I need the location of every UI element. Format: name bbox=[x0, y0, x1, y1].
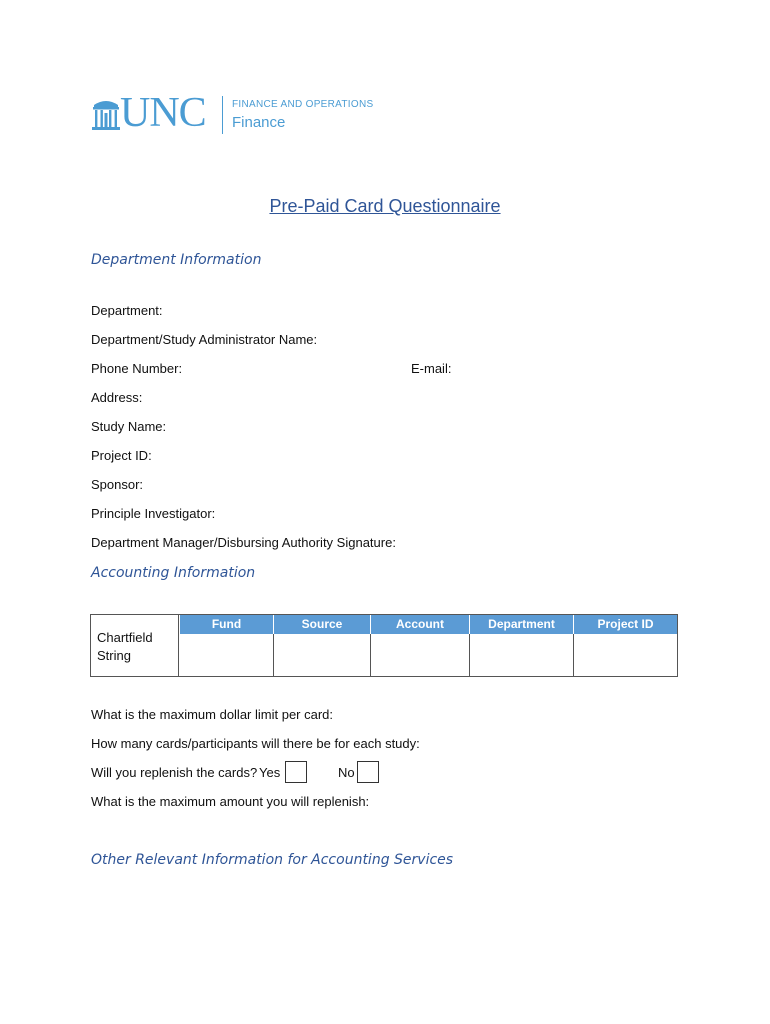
other-info-heading: Other Relevant Information for Accounting Services bbox=[91, 852, 454, 868]
phone-field-label: Phone Number: bbox=[91, 361, 183, 376]
logo-department: FINANCE AND OPERATIONS bbox=[232, 99, 374, 110]
address-field-label: Address: bbox=[91, 390, 143, 405]
email-field-label: E-mail: bbox=[411, 361, 452, 376]
logo-subunit: Finance bbox=[232, 114, 286, 131]
department-field-label: Department: bbox=[91, 303, 163, 318]
logo-acronym: UNC bbox=[120, 90, 206, 136]
chartfield-table bbox=[90, 614, 678, 677]
project-id-input-cell[interactable] bbox=[574, 634, 677, 676]
document-title: Pre-Paid Card Questionnaire bbox=[269, 196, 501, 216]
column-header-project-id: Project ID bbox=[574, 615, 677, 634]
department-input-cell[interactable] bbox=[470, 634, 574, 676]
department-info-heading: Department Information bbox=[91, 252, 262, 268]
column-header-department: Department bbox=[470, 615, 574, 634]
accounting-info-heading: Accounting Information bbox=[91, 565, 256, 581]
signature-field-label: Department Manager/Disbursing Authority Signature: bbox=[91, 535, 396, 550]
max-replenish-question: What is the maximum amount you will replenish: bbox=[91, 794, 370, 809]
pi-field-label: Principle Investigator: bbox=[91, 506, 216, 521]
replenish-no-label: No bbox=[338, 765, 355, 780]
sponsor-field-label: Sponsor: bbox=[91, 477, 144, 492]
column-header-fund: Fund bbox=[180, 615, 274, 634]
column-header-source: Source bbox=[274, 615, 371, 634]
account-input-cell[interactable] bbox=[371, 634, 470, 676]
project-id-field-label: Project ID: bbox=[91, 448, 152, 463]
max-limit-question: What is the maximum dollar limit per card: bbox=[91, 707, 334, 722]
fund-input-cell[interactable] bbox=[180, 634, 274, 676]
logo-divider bbox=[222, 96, 223, 134]
replenish-question: Will you replenish the cards? bbox=[91, 765, 258, 780]
column-header-account: Account bbox=[371, 615, 470, 634]
replenish-yes-label: Yes bbox=[259, 765, 281, 780]
replenish-no-checkbox[interactable] bbox=[357, 761, 379, 783]
study-name-field-label: Study Name: bbox=[91, 419, 167, 434]
administrator-field-label: Department/Study Administrator Name: bbox=[91, 332, 318, 347]
participants-question: How many cards/participants will there be for each study: bbox=[91, 736, 420, 751]
chartfield-row-label: Chartfield String bbox=[91, 615, 179, 676]
replenish-yes-checkbox[interactable] bbox=[285, 761, 307, 783]
source-input-cell[interactable] bbox=[274, 634, 371, 676]
old-well-icon bbox=[92, 96, 120, 132]
